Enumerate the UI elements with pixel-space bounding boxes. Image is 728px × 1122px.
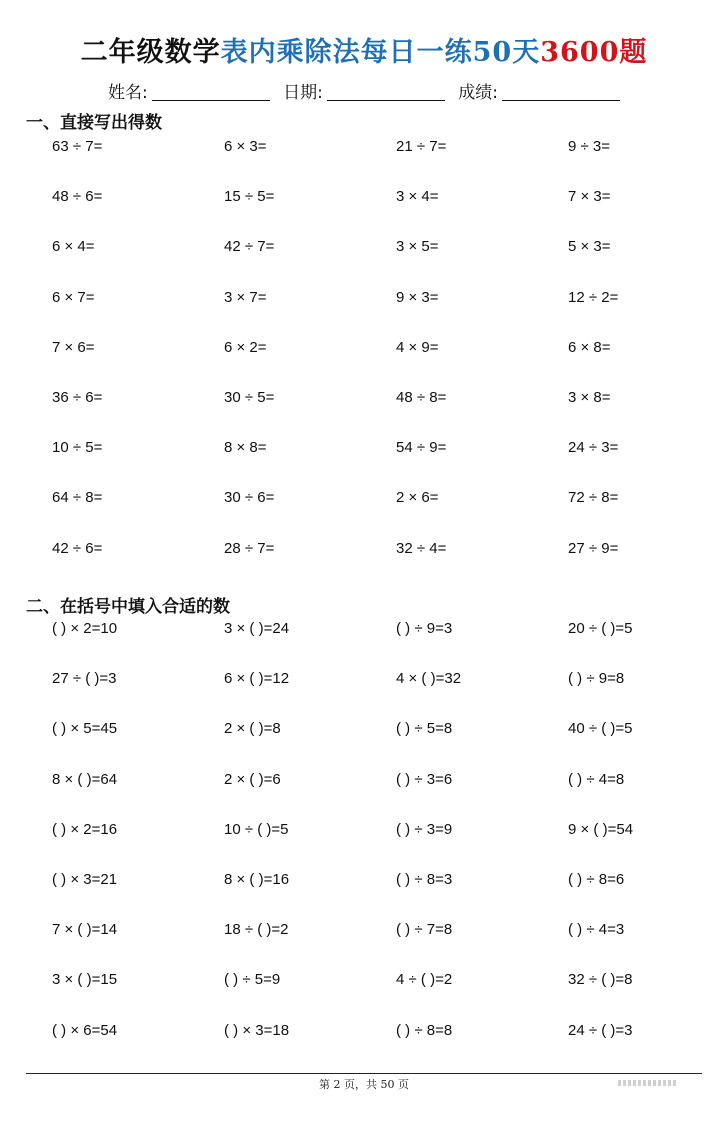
watermark-mark [618,1080,678,1086]
page-number: 第 2 页，共 50 页 [319,1078,409,1091]
title-grade: 二年级数学 [80,37,221,68]
problem-item: 8 × 8= [224,439,267,457]
problem-item: 72 ÷ 8= [568,489,619,507]
problem-item: 27 ÷ 9= [568,539,619,557]
problem-item: 30 ÷ 6= [224,489,275,507]
name-blank[interactable] [152,84,270,101]
problem-item: ( ) × 2=16 [52,820,118,838]
problem-item: 6 × 2= [224,338,267,356]
problem-item: 6 × 3= [224,138,267,155]
problem-item: 3 × ( )=15 [52,971,118,989]
section1-title: 一、直接写出得数 [26,113,162,133]
problem-item: ( ) × 3=18 [224,1021,290,1039]
problem-item: 2 × ( )=8 [224,720,281,738]
title-topic: 表内乘除法每日一练50天 [220,37,541,68]
problem-item: 2 × ( )=6 [224,770,281,788]
problem-item: ( ) ÷ 4=8 [568,770,625,788]
problem-item: 7 × 6= [52,338,95,356]
problem-item: 9 × 3= [396,288,439,306]
problem-item: ( ) ÷ 5=9 [224,971,281,989]
name-field [108,78,270,103]
problem-item: 48 ÷ 6= [52,188,103,206]
problem-item: 32 ÷ ( )=8 [568,971,633,989]
worksheet-title [0,30,728,69]
problem-item: 6 × 7= [52,288,95,306]
problem-item: ( ) ÷ 9=8 [568,670,625,688]
problem-item: ( ) ÷ 5=8 [396,720,453,738]
problem-item: 20 ÷ ( )=5 [568,620,633,637]
problem-item: 8 × ( )=64 [52,770,118,788]
problem-item: 6 × 8= [568,338,611,356]
problem-item: 32 ÷ 4= [396,539,447,557]
problem-item: 64 ÷ 8= [52,489,103,507]
title-count: 3600题 [540,37,648,68]
problem-item: 2 × 6= [396,489,439,507]
problem-item: 30 ÷ 5= [224,389,275,406]
problem-item: 3 × 8= [568,389,611,406]
problem-item: 3 × 4= [396,188,439,206]
score-label: 成绩: [458,83,498,103]
problem-item: 24 ÷ ( )=3 [568,1021,633,1039]
date-label: 日期: [283,83,323,103]
problem-item: 6 × ( )=12 [224,670,290,688]
score-field [458,78,620,103]
date-blank[interactable] [327,84,445,101]
problem-item: ( ) ÷ 8=3 [396,871,453,888]
problem-item: 4 × ( )=32 [396,670,462,688]
name-label: 姓名: [107,83,148,103]
problem-item: ( ) × 3=21 [52,871,118,888]
problem-item: 9 ÷ 3= [568,138,611,155]
problem-item: ( ) ÷ 8=6 [568,871,625,888]
problem-item: 4 ÷ ( )=2 [396,971,453,989]
problem-item: 28 ÷ 7= [224,539,275,557]
problem-item: ( ) ÷ 3=9 [396,820,453,838]
problem-item: 7 × ( )=14 [52,921,118,939]
problem-item: 10 ÷ 5= [52,439,103,457]
date-field [283,78,445,103]
problem-item: ( ) × 2=10 [52,620,118,637]
problem-item: 54 ÷ 9= [396,439,447,457]
problem-item: 21 ÷ 7= [396,138,447,155]
problem-item: 36 ÷ 6= [52,389,103,406]
problem-item: 12 ÷ 2= [568,288,619,306]
problem-item: 3 × 5= [396,238,439,256]
section2-title: 二、在括号中填入合适的数 [26,597,230,617]
problem-item: 10 ÷ ( )=5 [224,820,289,838]
problem-item: ( ) ÷ 4=3 [568,921,625,939]
footer-divider [26,1073,702,1074]
problem-item: ( ) × 5=45 [52,720,118,738]
problem-item: ( ) ÷ 3=6 [396,770,453,788]
problem-item: 4 × 9= [396,338,439,356]
problem-item: ( ) ÷ 8=8 [396,1021,453,1039]
problem-item: 9 × ( )=54 [568,820,634,838]
problem-item: 6 × 4= [52,238,95,256]
problem-item: 48 ÷ 8= [396,389,447,406]
problem-item: 3 × 7= [224,288,267,306]
problem-item: 63 ÷ 7= [52,138,103,155]
problem-item: ( ) ÷ 7=8 [396,921,453,939]
problem-item: 42 ÷ 6= [52,539,103,557]
problem-item: 3 × ( )=24 [224,620,290,637]
problem-item: 40 ÷ ( )=5 [568,720,633,738]
problem-item: 42 ÷ 7= [224,238,275,256]
problem-item: 7 × 3= [568,188,611,206]
problem-item: 27 ÷ ( )=3 [52,670,117,688]
score-blank[interactable] [502,84,620,101]
problem-item: ( ) × 6=54 [52,1021,118,1039]
problem-item: 5 × 3= [568,238,611,256]
problem-item: ( ) ÷ 9=3 [396,620,453,637]
problem-item: 8 × ( )=16 [224,871,290,888]
problem-item: 15 ÷ 5= [224,188,275,206]
problem-item: 18 ÷ ( )=2 [224,921,289,939]
problem-item: 24 ÷ 3= [568,439,619,457]
student-info-row [0,78,728,103]
